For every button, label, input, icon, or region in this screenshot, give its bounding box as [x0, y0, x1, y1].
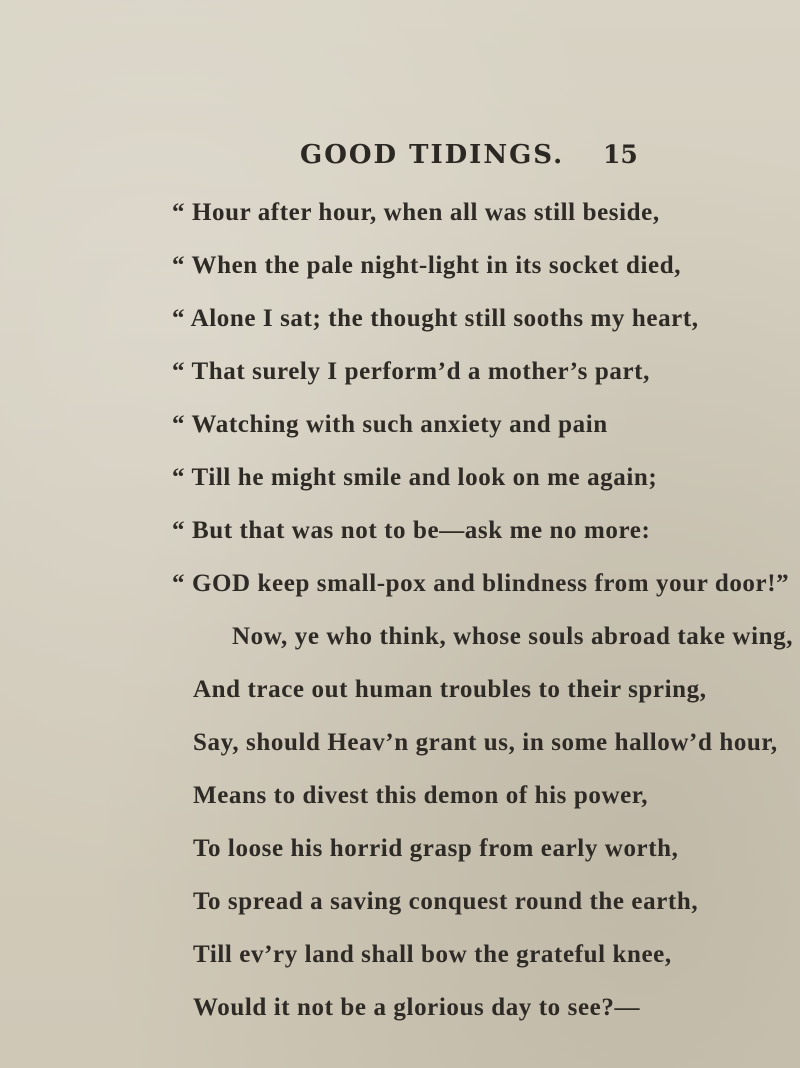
poem-line: To spread a saving conquest round the earth, [193, 888, 699, 915]
running-head [0, 140, 800, 180]
poem-line: “ Alone I sat; the thought still sooths my heart, [172, 305, 699, 332]
poem-line: “ GOD keep small-pox and blindness from your door!” [172, 570, 790, 597]
poem-line: “ That surely I perform’d a mother’s part, [172, 358, 650, 385]
poem-line: To loose his horrid grasp from early worth, [193, 835, 679, 862]
poem-line: Say, should Heav’n grant us, in some hallow’d hour, [193, 729, 778, 756]
poem-line: Till ev’ry land shall bow the grateful knee, [193, 941, 672, 968]
poem-line: Means to divest this demon of his power, [193, 782, 649, 809]
poem-line: “ When the pale night-light in its socket died, [172, 252, 682, 279]
poem-line: Would it not be a glorious day to see?— [193, 994, 641, 1021]
page-header-title: GOOD TIDINGS. [300, 140, 565, 170]
poem-line: “ But that was not to be—ask me no more: [172, 517, 651, 544]
poem-line: Now, ye who think, whose souls abroad take wing, [232, 623, 794, 650]
poem-line: “ Till he might smile and look on me again; [172, 464, 658, 491]
poem-line: And trace out human troubles to their spring, [193, 676, 707, 703]
poem-line: “ Watching with such anxiety and pain [172, 411, 608, 438]
page-number: 15 [603, 140, 638, 169]
poem-line: “ Hour after hour, when all was still beside, [172, 199, 660, 226]
